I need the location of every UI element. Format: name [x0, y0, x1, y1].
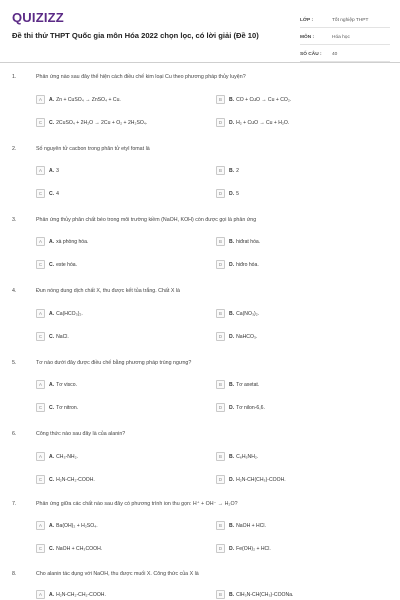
option-d[interactable] — [216, 331, 257, 342]
option-letter-box: B — [216, 380, 225, 389]
question-number: 7. — [12, 501, 17, 507]
option-text: C₆H₅NH₂. — [236, 453, 259, 460]
option-text: hiđro hóa. — [236, 261, 259, 268]
option-a[interactable] — [36, 589, 106, 600]
option-letter-box: A — [36, 237, 45, 246]
option-key: D. — [229, 261, 235, 268]
meta-label: LỚP : — [300, 17, 314, 23]
option-key: A. — [49, 167, 55, 174]
question-text: Đun nóng dung dịch chất X, thu được kết tủa trắng. Chất X là — [36, 288, 180, 294]
option-b[interactable] — [216, 589, 293, 600]
option-letter-box: B — [216, 237, 225, 246]
question-number: 6. — [12, 431, 17, 437]
option-c[interactable] — [36, 331, 69, 342]
option-key: C. — [49, 333, 55, 340]
option-key: D. — [229, 119, 235, 126]
option-key: B. — [229, 381, 235, 388]
option-text: CH₃-NH₂. — [56, 453, 78, 460]
question-number: 4. — [12, 288, 17, 294]
option-key: B. — [229, 453, 235, 460]
option-text: Zn + CuSO₄ → ZnSO₄ + Cu. — [56, 96, 121, 103]
option-letter-box: B — [216, 309, 225, 318]
option-letter-box: A — [36, 166, 45, 175]
question-text: Tơ nào dưới đây được điều chế bằng phương pháp trùng ngưng? — [36, 360, 192, 366]
option-letter-box: D — [216, 189, 225, 198]
option-key: C. — [49, 119, 55, 126]
meta-row-subject — [300, 30, 390, 45]
option-text: H₂N-CH₂-CH₂-COOH. — [56, 591, 106, 598]
option-d[interactable] — [216, 259, 259, 270]
option-b[interactable] — [216, 236, 260, 247]
option-letter-box: B — [216, 166, 225, 175]
option-letter-box: C — [36, 118, 45, 127]
question-number: 1. — [12, 74, 17, 80]
meta-label: MÔN : — [300, 34, 315, 40]
option-letter-box: B — [216, 452, 225, 461]
option-a[interactable] — [36, 308, 83, 319]
page-title: Đề thi thử THPT Quốc gia môn Hóa 2022 chọn lọc, có lời giải (Đề 10) — [12, 31, 259, 40]
option-letter-box: D — [216, 332, 225, 341]
option-text: NaOH + HCl. — [236, 522, 266, 529]
option-text: xà phòng hóa. — [56, 238, 89, 245]
option-text: CO + CuO → Cu + CO₂. — [236, 96, 292, 103]
question-text: Số nguyên tử cacbon trong phân tử etyl fomat là — [36, 146, 150, 152]
meta-row-count — [300, 47, 390, 62]
meta-value: Tốt nghiệp THPT — [332, 17, 369, 23]
option-text: 5 — [236, 190, 239, 197]
option-b[interactable] — [216, 451, 258, 462]
question-text: Công thức nào sau đây là của alanin? — [36, 431, 126, 437]
option-key: A. — [49, 591, 55, 598]
option-text: hiđrat hóa. — [236, 238, 261, 245]
option-letter-box: C — [36, 260, 45, 269]
option-letter-box: A — [36, 521, 45, 530]
option-c[interactable] — [36, 188, 59, 199]
option-letter-box: A — [36, 590, 45, 599]
option-letter-box: B — [216, 95, 225, 104]
option-key: B. — [229, 591, 235, 598]
option-letter-box: D — [216, 544, 225, 553]
question-number: 5. — [12, 360, 17, 366]
meta-label: SỐ CÂU : — [300, 51, 322, 57]
option-letter-box: A — [36, 309, 45, 318]
header-divider — [0, 62, 400, 63]
option-letter-box: D — [216, 403, 225, 412]
option-b[interactable] — [216, 165, 239, 176]
option-letter-box: B — [216, 590, 225, 599]
option-key: B. — [229, 238, 235, 245]
option-c[interactable] — [36, 117, 147, 128]
option-letter-box: A — [36, 452, 45, 461]
option-key: A. — [49, 381, 55, 388]
meta-row-class — [300, 13, 390, 28]
option-text: Ba(OH)₂ + H₂SO₄. — [56, 522, 98, 529]
worksheet-header — [0, 0, 400, 60]
option-key: C. — [49, 261, 55, 268]
option-a[interactable] — [36, 236, 88, 247]
option-a[interactable] — [36, 520, 98, 531]
option-c[interactable] — [36, 259, 77, 270]
question-number: 8. — [12, 571, 17, 577]
option-key: D. — [229, 476, 235, 483]
option-text: H₂N-CH(CH₃)-COOH. — [236, 476, 286, 483]
option-letter-box: B — [216, 521, 225, 530]
option-key: B. — [229, 96, 235, 103]
option-text: Tơ nitron. — [56, 404, 79, 411]
meta-value: Hóa học — [332, 34, 350, 40]
question-text: Phản ứng nào sau đây thể hiện cách điều chế kim loại Cu theo phương pháp thủy luyện? — [36, 74, 246, 80]
option-text: este hóa. — [56, 261, 78, 268]
option-d[interactable] — [216, 188, 239, 199]
option-text: NaOH + CH₃COOH. — [56, 545, 103, 552]
option-text: Tơ axetat. — [236, 381, 260, 388]
option-text: H₂ + CuO → Cu + H₂O. — [236, 119, 290, 126]
option-key: D. — [229, 404, 235, 411]
option-c[interactable] — [36, 402, 78, 413]
option-b[interactable] — [216, 94, 291, 105]
option-key: C. — [49, 476, 55, 483]
question-text: Cho alanin tác dụng với NaOH, thu được muối X. Công thức của X là — [36, 571, 199, 577]
option-letter-box: D — [216, 475, 225, 484]
question-text: Phản ứng thủy phân chất béo trong môi trường kiềm (NaOH, KOH) còn được gọi là phản ứng — [36, 217, 257, 223]
option-b[interactable] — [216, 520, 266, 531]
option-text: Fe(OH)₂ + HCl. — [236, 545, 271, 552]
option-a[interactable] — [36, 165, 59, 176]
option-letter-box: C — [36, 403, 45, 412]
option-key: A. — [49, 310, 55, 317]
option-letter-box: C — [36, 475, 45, 484]
option-b[interactable] — [216, 308, 259, 319]
option-b[interactable] — [216, 379, 259, 390]
option-key: D. — [229, 333, 235, 340]
option-a[interactable] — [36, 94, 121, 105]
option-text: NaCl. — [56, 333, 69, 340]
option-text: Ca(HCO₃)₂. — [56, 310, 83, 317]
question-text: Phản ứng giữa các chất nào sau đây có phương trình ion thu gọn: H⁺ + OH⁻ → H₂O? — [36, 501, 238, 507]
option-text: Tơ visco. — [56, 381, 77, 388]
option-key: D. — [229, 545, 235, 552]
option-text: ClH₃N-CH(CH₃)-COONa. — [236, 591, 294, 598]
option-key: D. — [229, 190, 235, 197]
option-letter-box: C — [36, 332, 45, 341]
option-key: B. — [229, 167, 235, 174]
option-a[interactable] — [36, 451, 78, 462]
option-key: B. — [229, 522, 235, 529]
option-key: A. — [49, 453, 55, 460]
option-text: 3 — [56, 167, 59, 174]
option-key: C. — [49, 190, 55, 197]
option-c[interactable] — [36, 543, 102, 554]
option-key: B. — [229, 310, 235, 317]
option-d[interactable] — [216, 402, 265, 413]
option-key: C. — [49, 545, 55, 552]
option-text: 2 — [236, 167, 239, 174]
option-text: Ca(NO₃)₂. — [236, 310, 260, 317]
option-letter-box: D — [216, 260, 225, 269]
option-key: A. — [49, 238, 55, 245]
option-a[interactable] — [36, 379, 77, 390]
option-d[interactable] — [216, 543, 271, 554]
option-letter-box: A — [36, 380, 45, 389]
option-letter-box: C — [36, 544, 45, 553]
option-letter-box: D — [216, 118, 225, 127]
option-text: 2CuSO₄ + 2H₂O → 2Cu + O₂ + 2H₂SO₄. — [56, 119, 148, 126]
worksheet-meta — [300, 13, 390, 64]
option-text: NaHCO₃. — [236, 333, 258, 340]
option-d[interactable] — [216, 117, 289, 128]
option-d[interactable] — [216, 474, 286, 485]
option-letter-box: A — [36, 95, 45, 104]
option-text: H₂N-CH₂-COOH. — [56, 476, 95, 483]
quizizz-logo: QUIZIZZ — [12, 10, 64, 25]
option-c[interactable] — [36, 474, 95, 485]
question-number: 3. — [12, 217, 17, 223]
meta-value: 40 — [332, 51, 338, 57]
option-letter-box: C — [36, 189, 45, 198]
option-key: A. — [49, 522, 55, 529]
question-number: 2. — [12, 146, 17, 152]
option-text: 4 — [56, 190, 59, 197]
option-key: C. — [49, 404, 55, 411]
option-text: Tơ nilon-6,6. — [236, 404, 265, 411]
option-key: A. — [49, 96, 55, 103]
